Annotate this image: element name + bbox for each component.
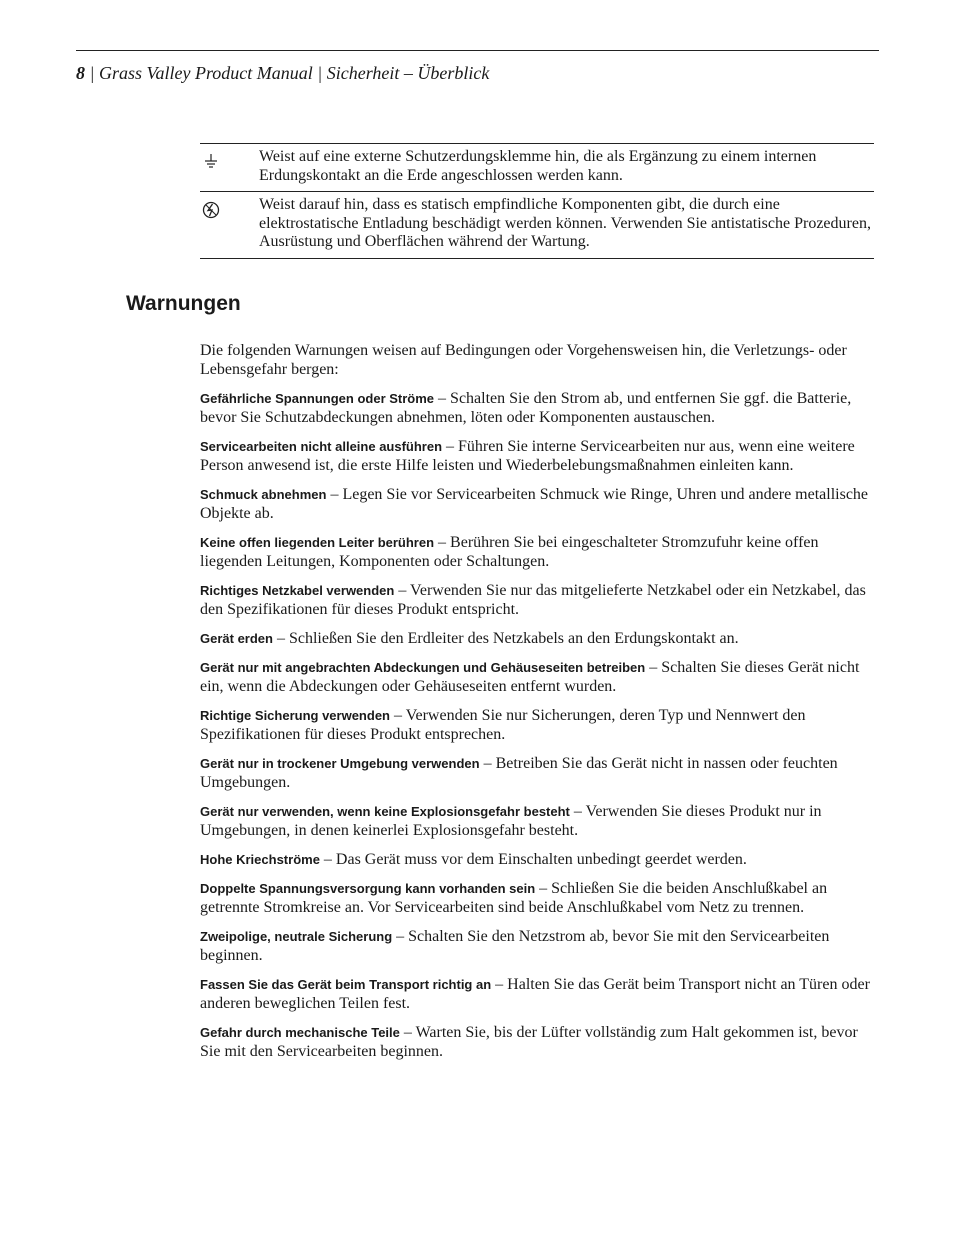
warning-label: Gefährliche Spannungen oder Ströme: [200, 391, 435, 406]
warning-item: [200, 927, 878, 965]
warning-text: – Verwenden Sie nur das mitgelieferte Netzkabel oder ein Netzkabel, das den Spezifikationen für dieses Produkt entspricht.: [200, 582, 866, 618]
warning-label: Richtiges Netzkabel verwenden: [200, 583, 395, 598]
warning-item: [200, 629, 878, 648]
warning-label: Hohe Kriechströme: [200, 852, 320, 867]
warning-item: [200, 485, 878, 523]
warning-item: [200, 706, 878, 744]
warning-item: [200, 850, 878, 869]
section-title: Warnungen: [126, 292, 241, 315]
warning-item: [200, 975, 878, 1013]
warning-label: Gerät nur mit angebrachten Abdeckungen und Gehäuseseiten betreiben: [200, 660, 646, 675]
warning-item: [200, 879, 878, 917]
warning-text: – Schließen Sie die beiden Anschlußkabel an getrennte Stromkreise an. Vor Servicearbeiten sind beide Anschlußkabel vom Netz zu trennen.: [200, 880, 828, 916]
header-rule: [76, 50, 879, 51]
page-header: [76, 62, 489, 84]
page-number: 8: [76, 63, 85, 83]
warning-item: [200, 658, 878, 696]
symbol-description: Weist auf eine externe Schutzerdungsklemme hin, die als Ergänzung zu einem internen Erdungskontakt an die Erde angeschlossen werden kann.: [259, 148, 817, 184]
warning-text: – Warten Sie, bis der Lüfter vollständig zum Halt gekommen ist, bevor Sie mit den Servicearbeiten beginnen.: [200, 1024, 858, 1060]
warning-item: [200, 802, 878, 840]
warning-item: [200, 754, 878, 792]
warning-item: [200, 581, 878, 619]
warning-label: Gerät erden: [200, 631, 273, 646]
warning-label: Doppelte Spannungsversorgung kann vorhanden sein: [200, 881, 536, 896]
symbol-description: Weist darauf hin, dass es statisch empfindliche Komponenten gibt, die durch eine elektrostatische Entladung beschädigt werden können. Verwenden Sie antistatische Prozeduren, Ausrüstung und Oberflächen während der Wartung.: [259, 196, 871, 250]
intro-paragraph: Die folgenden Warnungen weisen auf Bedingungen oder Vorgehensweisen hin, die Verletzungs- oder Lebensgefahr bergen:: [200, 342, 847, 378]
warning-text: – Schalten Sie den Netzstrom ab, bevor Sie mit den Servicearbeiten beginnen.: [200, 928, 830, 964]
warning-label: Zweipolige, neutrale Sicherung: [200, 929, 393, 944]
warning-label: Servicearbeiten nicht alleine ausführen: [200, 439, 443, 454]
warning-text: – Führen Sie interne Servicearbeiten nur aus, wenn eine weitere Person anwesend ist, die erste Hilfe leisten und Wiederbelebungsmaßnahmen einleiten kann.: [200, 438, 855, 474]
warning-item: [200, 1023, 878, 1061]
warning-text: – Verwenden Sie nur Sicherungen, deren Typ und Nennwert den Spezifikationen für dieses Produkt entsprechen.: [200, 707, 806, 743]
warning-label: Fassen Sie das Gerät beim Transport richtig an: [200, 977, 492, 992]
warning-label: Gerät nur in trockener Umgebung verwenden: [200, 756, 480, 771]
protective-earth-icon: [200, 148, 259, 185]
symbol-row: [200, 191, 874, 258]
warning-text: – Betreiben Sie das Gerät nicht in nassen oder feuchten Umgebungen.: [200, 755, 838, 791]
esd-warning-icon: [200, 196, 259, 252]
warning-text: – Berühren Sie bei eingeschalteter Stromzufuhr keine offen liegenden Leitungen, Komponenten oder Schaltungen.: [200, 534, 819, 570]
warning-item: [200, 437, 878, 475]
warning-label: Keine offen liegenden Leiter berühren: [200, 535, 435, 550]
warning-text: – Schalten Sie den Strom ab, und entfernen Sie ggf. die Batterie, bevor Sie Schutzabdeckungen abnehmen, löten oder Komponenten austauschen.: [200, 390, 852, 426]
warning-text: – Legen Sie vor Servicearbeiten Schmuck wie Ringe, Uhren und andere metallische Objekte ab.: [200, 486, 869, 522]
symbol-table: [200, 143, 874, 259]
warning-text: – Schalten Sie dieses Gerät nicht ein, wenn die Abdeckungen oder Gehäuseseiten entfernt wurden.: [200, 659, 860, 695]
warning-label: Gefahr durch mechanische Teile: [200, 1025, 400, 1040]
warning-label: Richtige Sicherung verwenden: [200, 708, 390, 723]
symbol-row: [200, 144, 874, 191]
warning-label: Schmuck abnehmen: [200, 487, 327, 502]
warning-text: – Halten Sie das Gerät beim Transport nicht an Türen oder anderen beweglichen Teilen fest.: [200, 976, 870, 1012]
warnings-list: [200, 389, 878, 1061]
warning-text: – Verwenden Sie dieses Produkt nur in Umgebungen, in denen keinerlei Explosionsgefahr besteht.: [200, 803, 822, 839]
warning-text: – Das Gerät muss vor dem Einschalten unbedingt geerdet werden.: [319, 851, 747, 868]
warning-label: Gerät nur verwenden, wenn keine Explosionsgefahr besteht: [200, 804, 570, 819]
warning-item: [200, 533, 878, 571]
warning-text: – Schließen Sie den Erdleiter des Netzkabels an den Erdungskontakt an.: [272, 630, 739, 647]
warning-item: [200, 389, 878, 427]
warnings-content: [200, 342, 878, 1071]
header-title: | Grass Valley Product Manual | Sicherheit – Überblick: [85, 63, 490, 83]
